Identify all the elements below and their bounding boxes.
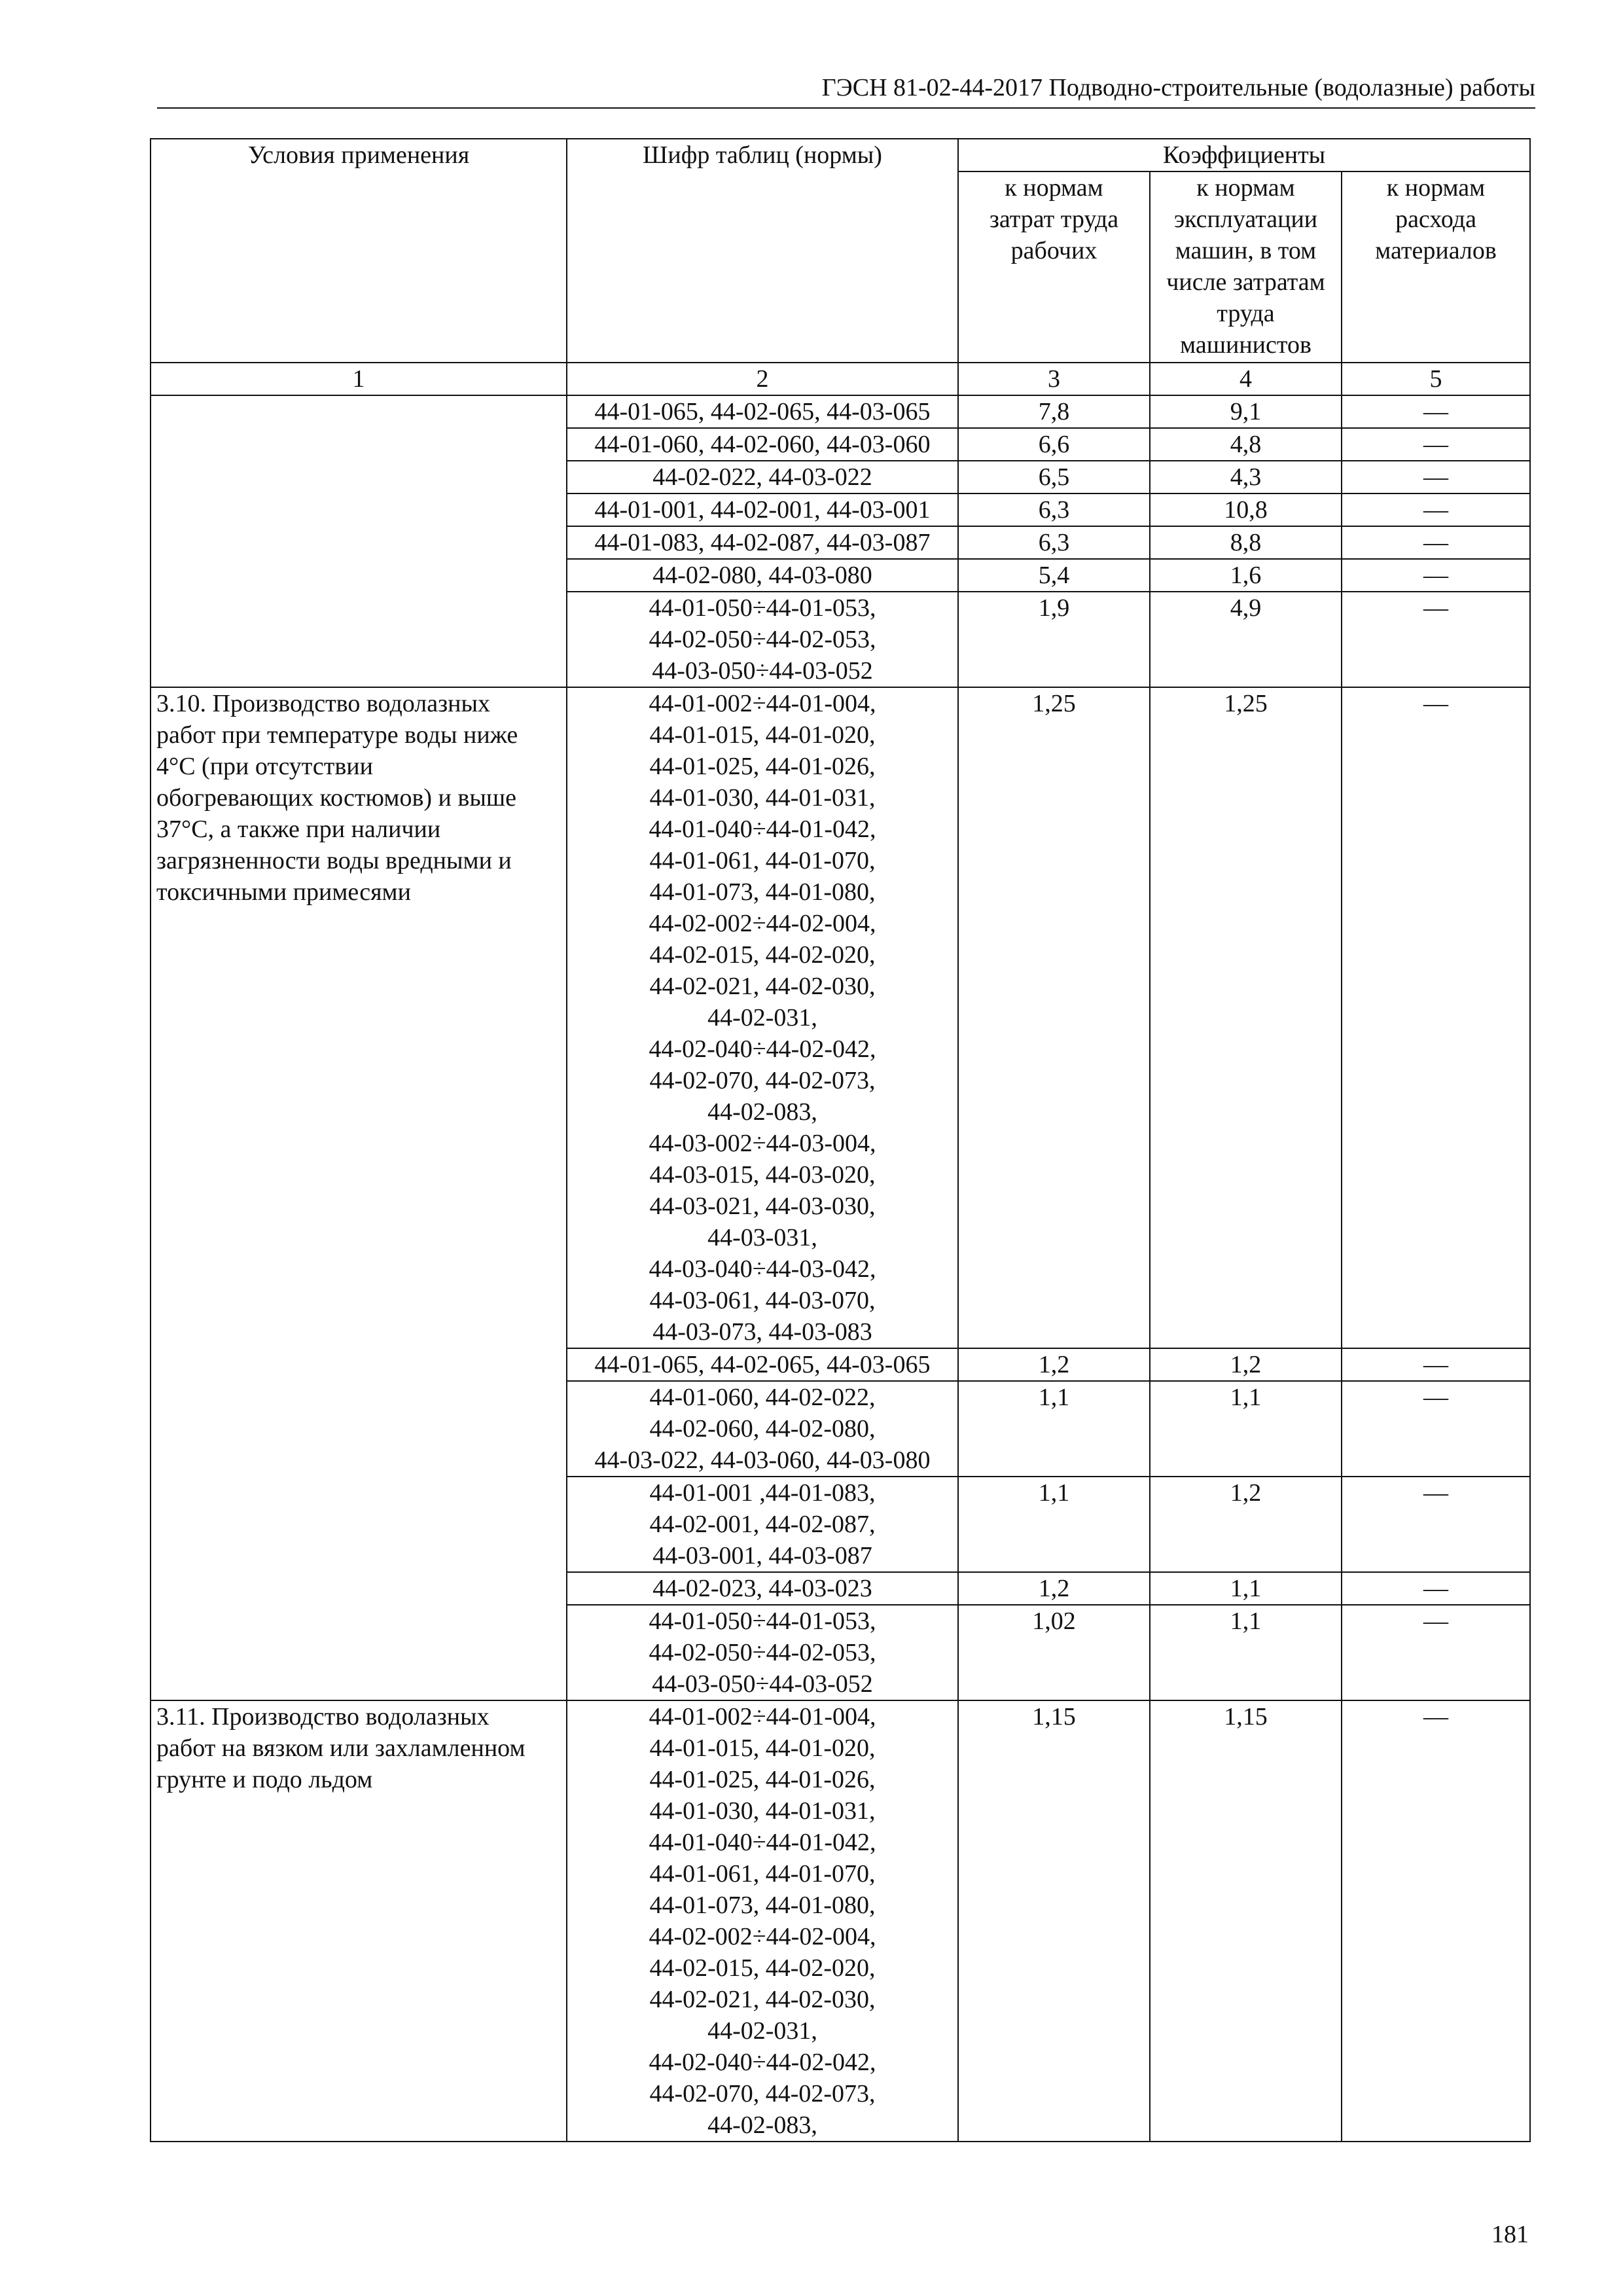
column-header-codes: Шифр таблиц (нормы) bbox=[567, 139, 958, 363]
codes-cell bbox=[567, 559, 958, 592]
code-line: 44-03-040÷44-03-042, bbox=[649, 1255, 876, 1283]
code-line: 44-01-001 ,44-01-083, bbox=[649, 1479, 876, 1507]
code-line: 44-01-015, 44-01-020, bbox=[649, 1734, 876, 1762]
column-header-coefficients: Коэффициенты bbox=[958, 139, 1530, 171]
code-line: 44-03-050÷44-03-052 bbox=[652, 1670, 873, 1698]
condition-line: 3.10. Производство водолазных bbox=[156, 690, 490, 717]
materials-coefficient-cell: — bbox=[1342, 559, 1530, 592]
machines-coefficient-cell: 10,8 bbox=[1150, 493, 1342, 526]
codes-cell bbox=[567, 687, 958, 1348]
condition-line: 37°С, а также при наличии bbox=[156, 816, 441, 843]
machines-coefficient-cell: 4,9 bbox=[1150, 592, 1342, 687]
code-line: 44-02-001, 44-02-087, bbox=[649, 1511, 876, 1538]
materials-coefficient-cell: — bbox=[1342, 1381, 1530, 1477]
condition-line: загрязненности воды вредными и bbox=[156, 847, 512, 874]
labor-coefficient-cell: 1,2 bbox=[958, 1572, 1150, 1605]
machines-coefficient-cell: 1,25 bbox=[1150, 687, 1342, 1348]
code-line: 44-02-080, 44-03-080 bbox=[652, 562, 872, 589]
labor-coefficient-cell: 1,25 bbox=[958, 687, 1150, 1348]
materials-coefficient-cell: — bbox=[1342, 1700, 1530, 2142]
labor-coefficient-cell: 6,6 bbox=[958, 428, 1150, 461]
code-line: 44-03-001, 44-03-087 bbox=[652, 1542, 872, 1570]
code-line: 44-02-040÷44-02-042, bbox=[649, 2049, 876, 2076]
code-line: 44-02-060, 44-02-080, bbox=[649, 1415, 876, 1443]
labor-coefficient-cell: 1,02 bbox=[958, 1605, 1150, 1700]
code-line: 44-01-065, 44-02-065, 44-03-065 bbox=[594, 398, 931, 425]
code-line: 44-02-021, 44-02-030, bbox=[649, 1986, 876, 2013]
code-line: 44-02-083, bbox=[707, 2111, 817, 2139]
column-number: 3 bbox=[958, 363, 1150, 395]
code-line: 44-01-030, 44-01-031, bbox=[649, 784, 876, 812]
materials-coefficient-cell: — bbox=[1342, 395, 1530, 428]
code-line: 44-03-061, 44-03-070, bbox=[649, 1287, 876, 1314]
code-line: 44-02-070, 44-02-073, bbox=[649, 2080, 876, 2108]
codes-cell bbox=[567, 592, 958, 687]
page-number: 181 bbox=[1491, 2221, 1529, 2248]
materials-coefficient-cell: — bbox=[1342, 1348, 1530, 1381]
table-row bbox=[151, 395, 1530, 428]
labor-coefficient-cell: 6,3 bbox=[958, 493, 1150, 526]
code-line: 44-03-022, 44-03-060, 44-03-080 bbox=[594, 1446, 931, 1474]
machines-coefficient-cell: 1,2 bbox=[1150, 1348, 1342, 1381]
codes-cell bbox=[567, 1477, 958, 1572]
code-line: 44-02-015, 44-02-020, bbox=[649, 941, 876, 969]
codes-cell bbox=[567, 1572, 958, 1605]
machines-coefficient-cell: 1,1 bbox=[1150, 1605, 1342, 1700]
condition-cell bbox=[151, 395, 567, 687]
condition-line: грунте и подо льдом bbox=[156, 1766, 373, 1793]
column-header-machines: к нормам эксплуатации машин, в том числе затратам труда машинистов bbox=[1150, 171, 1342, 363]
machines-coefficient-cell: 1,1 bbox=[1150, 1381, 1342, 1477]
code-line: 44-02-070, 44-02-073, bbox=[649, 1067, 876, 1094]
column-number-row bbox=[151, 363, 1530, 395]
code-line: 44-02-083, bbox=[707, 1098, 817, 1126]
materials-coefficient-cell: — bbox=[1342, 1605, 1530, 1700]
code-line: 44-01-040÷44-01-042, bbox=[649, 816, 876, 843]
column-number: 1 bbox=[151, 363, 567, 395]
materials-coefficient-cell: — bbox=[1342, 592, 1530, 687]
coefficients-table bbox=[150, 138, 1531, 2142]
codes-cell bbox=[567, 428, 958, 461]
condition-cell bbox=[151, 1700, 567, 2142]
column-number: 2 bbox=[567, 363, 958, 395]
code-line: 44-01-025, 44-01-026, bbox=[649, 1766, 876, 1793]
running-header: ГЭСН 81-02-44-2017 Подводно-строительные (водолазные) работы bbox=[821, 74, 1535, 101]
materials-coefficient-cell: — bbox=[1342, 687, 1530, 1348]
labor-coefficient-cell: 1,1 bbox=[958, 1381, 1150, 1477]
machines-coefficient-cell: 4,3 bbox=[1150, 461, 1342, 493]
labor-coefficient-cell: 6,3 bbox=[958, 526, 1150, 559]
code-line: 44-01-073, 44-01-080, bbox=[649, 1892, 876, 1919]
codes-cell bbox=[567, 1605, 958, 1700]
code-line: 44-03-073, 44-03-083 bbox=[652, 1318, 872, 1346]
code-line: 44-02-002÷44-02-004, bbox=[649, 910, 876, 937]
code-line: 44-01-040÷44-01-042, bbox=[649, 1829, 876, 1856]
code-line: 44-03-015, 44-03-020, bbox=[649, 1161, 876, 1189]
labor-coefficient-cell: 1,1 bbox=[958, 1477, 1150, 1572]
materials-coefficient-cell: — bbox=[1342, 526, 1530, 559]
codes-cell bbox=[567, 461, 958, 493]
code-line: 44-03-021, 44-03-030, bbox=[649, 1193, 876, 1220]
code-line: 44-02-050÷44-02-053, bbox=[649, 626, 876, 653]
machines-coefficient-cell: 4,8 bbox=[1150, 428, 1342, 461]
header-rule bbox=[157, 107, 1535, 109]
codes-cell bbox=[567, 395, 958, 428]
code-line: 44-01-001, 44-02-001, 44-03-001 bbox=[594, 496, 931, 524]
code-line: 44-01-083, 44-02-087, 44-03-087 bbox=[594, 529, 931, 556]
codes-cell bbox=[567, 1348, 958, 1381]
labor-coefficient-cell: 1,9 bbox=[958, 592, 1150, 687]
machines-coefficient-cell: 1,2 bbox=[1150, 1477, 1342, 1572]
column-header-conditions: Условия применения bbox=[151, 139, 567, 363]
codes-cell bbox=[567, 1381, 958, 1477]
machines-coefficient-cell: 1,1 bbox=[1150, 1572, 1342, 1605]
codes-cell bbox=[567, 1700, 958, 2142]
codes-cell bbox=[567, 526, 958, 559]
code-line: 44-01-050÷44-01-053, bbox=[649, 1607, 876, 1635]
condition-line: работ на вязком или захламленном bbox=[156, 1734, 526, 1762]
codes-cell bbox=[567, 493, 958, 526]
column-header-materials: к нормам расхода материалов bbox=[1342, 171, 1530, 363]
code-line: 44-03-050÷44-03-052 bbox=[652, 657, 873, 685]
condition-line: 4°С (при отсутствии bbox=[156, 753, 373, 780]
code-line: 44-01-061, 44-01-070, bbox=[649, 847, 876, 874]
code-line: 44-02-031, bbox=[707, 1004, 817, 1031]
code-line: 44-02-021, 44-02-030, bbox=[649, 973, 876, 1000]
labor-coefficient-cell: 5,4 bbox=[958, 559, 1150, 592]
table-row bbox=[151, 1700, 1530, 2142]
code-line: 44-02-031, bbox=[707, 2017, 817, 2045]
code-line: 44-02-050÷44-02-053, bbox=[649, 1639, 876, 1666]
machines-coefficient-cell: 1,15 bbox=[1150, 1700, 1342, 2142]
code-line: 44-02-022, 44-03-022 bbox=[652, 463, 872, 491]
condition-cell bbox=[151, 687, 567, 1700]
code-line: 44-01-060, 44-02-022, bbox=[649, 1384, 876, 1411]
condition-line: 3.11. Производство водолазных bbox=[156, 1703, 490, 1731]
materials-coefficient-cell: — bbox=[1342, 1477, 1530, 1572]
materials-coefficient-cell: — bbox=[1342, 493, 1530, 526]
condition-line: обогревающих костюмов) и выше bbox=[156, 784, 516, 812]
code-line: 44-02-040÷44-02-042, bbox=[649, 1035, 876, 1063]
labor-coefficient-cell: 1,2 bbox=[958, 1348, 1150, 1381]
code-line: 44-01-073, 44-01-080, bbox=[649, 878, 876, 906]
code-line: 44-01-002÷44-01-004, bbox=[649, 690, 876, 717]
labor-coefficient-cell: 6,5 bbox=[958, 461, 1150, 493]
code-line: 44-01-061, 44-01-070, bbox=[649, 1860, 876, 1888]
code-line: 44-01-015, 44-01-020, bbox=[649, 721, 876, 749]
machines-coefficient-cell: 1,6 bbox=[1150, 559, 1342, 592]
code-line: 44-03-031, bbox=[707, 1224, 817, 1251]
code-line: 44-01-065, 44-02-065, 44-03-065 bbox=[594, 1351, 931, 1378]
code-line: 44-01-002÷44-01-004, bbox=[649, 1703, 876, 1731]
column-number: 4 bbox=[1150, 363, 1342, 395]
code-line: 44-01-050÷44-01-053, bbox=[649, 594, 876, 622]
code-line: 44-01-030, 44-01-031, bbox=[649, 1797, 876, 1825]
labor-coefficient-cell: 1,15 bbox=[958, 1700, 1150, 2142]
materials-coefficient-cell: — bbox=[1342, 428, 1530, 461]
code-line: 44-01-060, 44-02-060, 44-03-060 bbox=[594, 431, 931, 458]
code-line: 44-01-025, 44-01-026, bbox=[649, 753, 876, 780]
code-line: 44-02-023, 44-03-023 bbox=[652, 1575, 872, 1602]
code-line: 44-02-015, 44-02-020, bbox=[649, 1954, 876, 1982]
table-row bbox=[151, 687, 1530, 1348]
machines-coefficient-cell: 8,8 bbox=[1150, 526, 1342, 559]
condition-line: токсичными примесями bbox=[156, 878, 411, 906]
machines-coefficient-cell: 9,1 bbox=[1150, 395, 1342, 428]
condition-line: работ при температуре воды ниже bbox=[156, 721, 518, 749]
code-line: 44-02-002÷44-02-004, bbox=[649, 1923, 876, 1950]
materials-coefficient-cell: — bbox=[1342, 1572, 1530, 1605]
column-header-labor: к нормам затрат труда рабочих bbox=[958, 171, 1150, 363]
code-line: 44-03-002÷44-03-004, bbox=[649, 1130, 876, 1157]
column-number: 5 bbox=[1342, 363, 1530, 395]
materials-coefficient-cell: — bbox=[1342, 461, 1530, 493]
labor-coefficient-cell: 7,8 bbox=[958, 395, 1150, 428]
